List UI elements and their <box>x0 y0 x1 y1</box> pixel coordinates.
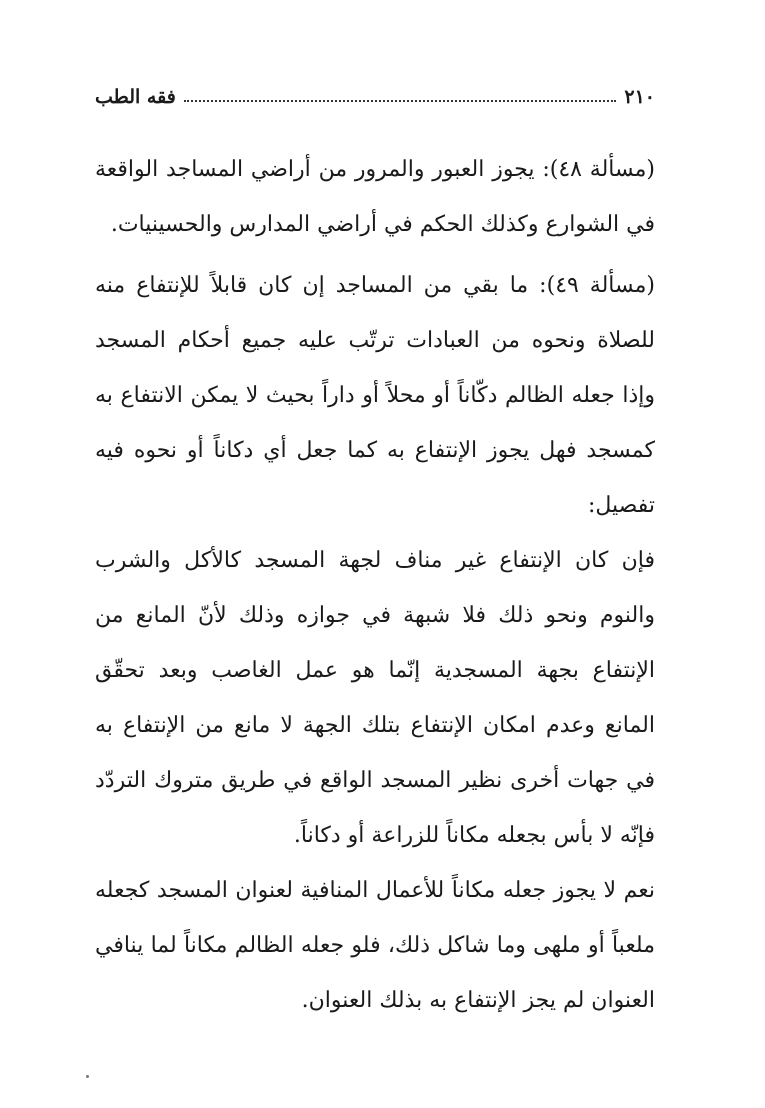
page-number: ٢١٠ <box>624 86 655 108</box>
running-title: فقه الطب <box>95 86 176 108</box>
paragraph-issue-48: (مسألة ٤٨): يجوز العبور والمرور من أراضي المساجد الواقعة في الشوارع وكذلك الحكم في أراضي المدارس والحسينيات. <box>95 157 655 237</box>
paragraph-issue-49: (مسألة ٤٩): ما بقي من المساجد إن كان قابلاً للإنتفاع منه للصلاة ونحوه من العبادات ترتّب عليه جميع أحكام المسجد وإذا جعله الظالم دكّاناً أو محلاً أو داراً بحيث لا يمكن الانتفاع به كمسجد فهل يجوز الإنتفاع به كما جعل أي دكاناً أو نحوه فيه تفصيل: <box>95 273 655 518</box>
dotted-leader <box>184 100 617 102</box>
page-header <box>95 82 655 112</box>
scan-speck <box>86 1075 89 1078</box>
paragraph-detail: فإن كان الإنتفاع غير مناف لجهة المسجد كالأكل والشرب والنوم ونحو ذلك فلا شبهة في جوازه وذلك لأنّ المانع من الإنتفاع بجهة المسجدية إنّما هو عمل الغاصب وبعد تحقّق المانع وعدم امكان الإنتفاع بتلك الجهة لا مانع من الإنتفاع به في جهات أخرى نظير المسجد الواقع في طريق متروك التردّد فإنّه لا بأس بجعله مكاناً للزراعة أو دكاناً. <box>95 548 655 848</box>
body-text <box>95 142 655 1028</box>
paragraph-exception: نعم لا يجوز جعله مكاناً للأعمال المنافية لعنوان المسجد كجعله ملعباً أو ملهى وما شاكل ذلك، فلو جعله الظالم مكاناً لما ينافي العنوان لم يجز الإنتفاع به بذلك العنوان. <box>95 878 655 1013</box>
